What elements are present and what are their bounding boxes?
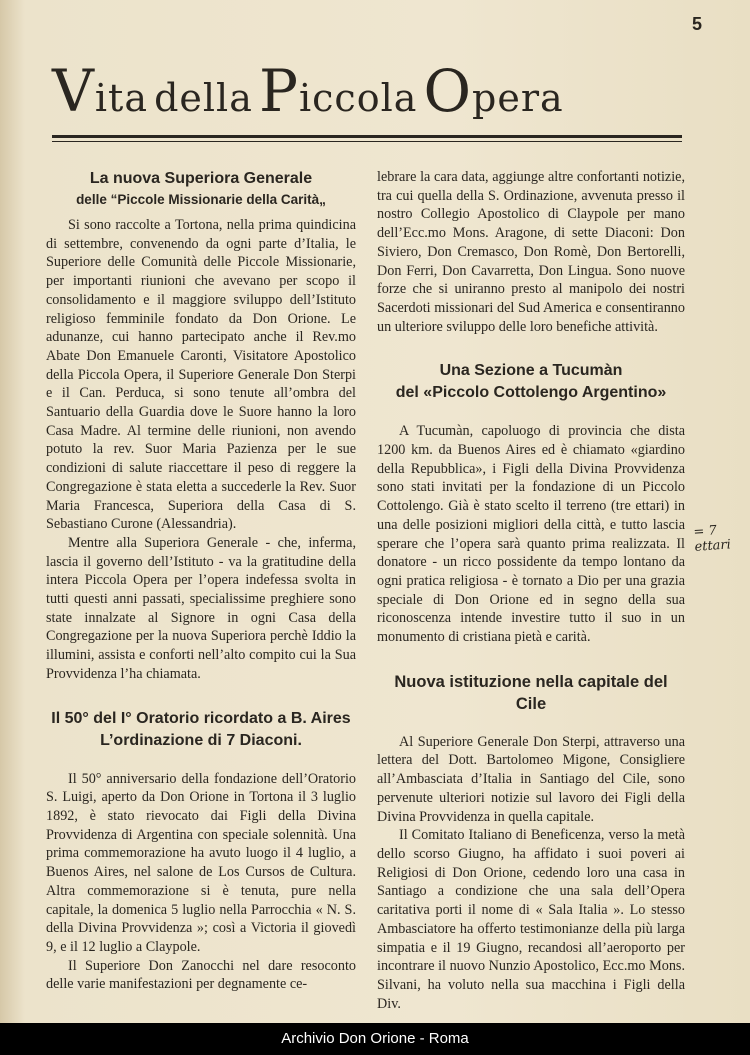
article-paragraph: Il Superiore Don Zanocchi nel dare resoconto delle varie manifestazioni per degnamente ce-	[46, 957, 356, 993]
article-paragraph: Al Superiore Generale Don Sterpi, attraverso una lettera del Dott. Bartolomeo Migone, Consigliere all’Ambasciata d’Italia in Santiago del Cile, sono pervenute ulteriori notizie sul lavoro dei Figli della Divina Provvidenza in quella capitale.	[377, 733, 685, 825]
archive-footer: Archivio Don Orione - Roma	[0, 1023, 750, 1055]
masthead-rule-thin	[52, 141, 682, 142]
article-paragraph: Si sono raccolte a Tortona, nella prima quindicina di settembre, convenendo da ogni parte d’Italia, le Superiore delle Comunità delle Piccole Missionarie, per importanti riunioni che avevano per scopo il consolidamento e il maggiore sviluppo dell’Istituto religioso femminile fondato da Don Orione. Le adunanze, cui hanno partecipato anche il Rev.mo Abate Don Emanuele Caronti, Visitatore Apostolico della Piccola Opera, il Superiore Generale Don Sterpi e il Can. Perduca, si sono tenute all’ombra del Santuario della Guardia dove le Suore hanno la loro Casa Madre. Al termine delle riunioni, non avendo potuto la rev. Suor Maria Pazienza per le sue condizioni di salute riaccettare il peso di reggere la Congregazione è stata eletta a succederle la Rev. Suor Maria Francesca, Superiora della Casa di S. Sebastiano Curone (Alessandria).	[46, 217, 356, 533]
section-heading-superiora: La nuova Superiora Generale delle “Piccole Missionarie della Carità„	[76, 170, 326, 207]
article-paragraph: Mentre alla Superiora Generale - che, inferma, lascia il governo dell’Istituto - va la gratitudine della intera Piccola Opera per l’opera indefessa svolta in tutti questi anni passati, specialissime preghiere sono state innalzate al Signore in ogni Casa della Congregazione per la nuova Superiora perchè Iddio la illumini, assista e conforti nell’alto compito cui la Sua Provvidenza l’ha chiamata.	[46, 534, 356, 682]
section-heading-tucuman: Una Sezione a Tucumàn del «Piccolo Cottolengo Argentino»	[395, 362, 667, 402]
section-heading-oratorio: Il 50° del I° Oratorio ricordato a B. Aires L’ordinazione di 7 Diaconi.	[51, 709, 351, 749]
left-column	[46, 168, 356, 994]
section-heading-cile: Nuova istituzione nella capitale del Cile	[394, 672, 668, 713]
article-paragraph: Il 50° anniversario della fondazione dell’Oratorio S. Luigi, aperto da Don Orione in Tortona il 3 luglio 1892, è stato rievocato dai Figli della Divina Provvidenza di Argentina con speciale solennità. Una prima commemorazione ha avuto luogo il 4 luglio, a Buenos Aires, nel salone de Los Cursos de Cultura. Altra commemorazione si è tenuta, pure nella capitale, la domenica 5 luglio nella Parrocchia « N. S. della Divina Provvidenza »; così a Victoria il giovedì 9, e il 12 luglio a Claypole.	[46, 770, 356, 955]
article-paragraph: Il Comitato Italiano di Beneficenza, verso la metà dello scorso Giugno, ha affidato i suoi poveri ai Religiosi di Don Orione, cedendo loro una casa in Santiago a condizione che una sala dell’Opera caritativa porti il nome di « Sala Italia ». Lo stesso Ambasciatore ha offerto testimonianze della più larga simpatia e il 19 Giugno, recandosi all’aeroporto per incontrare il nuovo Nunzio Apostolico, Ecc.mo Mons. Silvani, ha voluto nella sua macchina i Figli della Div.	[377, 827, 685, 1012]
masthead-rule-thick	[52, 135, 682, 138]
article-paragraph: A Tucumàn, capoluogo di provincia che dista 1200 km. da Buenos Aires ed è chiamato «giardino della Repubblica», i Figli della Divina Provvidenza sono stati invitati per la fondazione di un Piccolo Cottolengo. Già è stato scelto il terreno (tre ettari) in una delle posizioni migliori della città, e tutto lascia sperare che l’opera sarà quanto prima realizzata. Il donatore - un ricco possidente da tempo lontano da ogni pratica religiosa - è tornato a Dio per una grazia speciale di Don Orione ed in segno della sua riconoscenza intende investire tutto il suo in un monumento di cristiana pietà e carità.	[377, 423, 685, 646]
article-paragraph: lebrare la cara data, aggiunge altre confortanti notizie, tra cui quella della S. Ordinazione, avvenuta presso il nostro Collegio Apostolico di Claypole per mano dell’Ecc.mo Mons. Aragone, di sette Diaconi: Don Siviero, Don Cremasco, Don Romè, Don Bertorelli, Don Ferri, Don Cavarretta, Don Lingua. Sono nuove forze che si uniranno presto al manipolo dei nostri Sacerdoti missionari del Sud America e consentiranno un ulteriore sviluppo delle loro benefiche attività.	[377, 169, 685, 335]
handwritten-margin-note: = 7 ettari	[693, 523, 732, 555]
masthead-title: Vita della Piccola Opera	[52, 57, 564, 125]
page-number: 5	[691, 14, 702, 34]
right-column	[377, 168, 685, 1013]
